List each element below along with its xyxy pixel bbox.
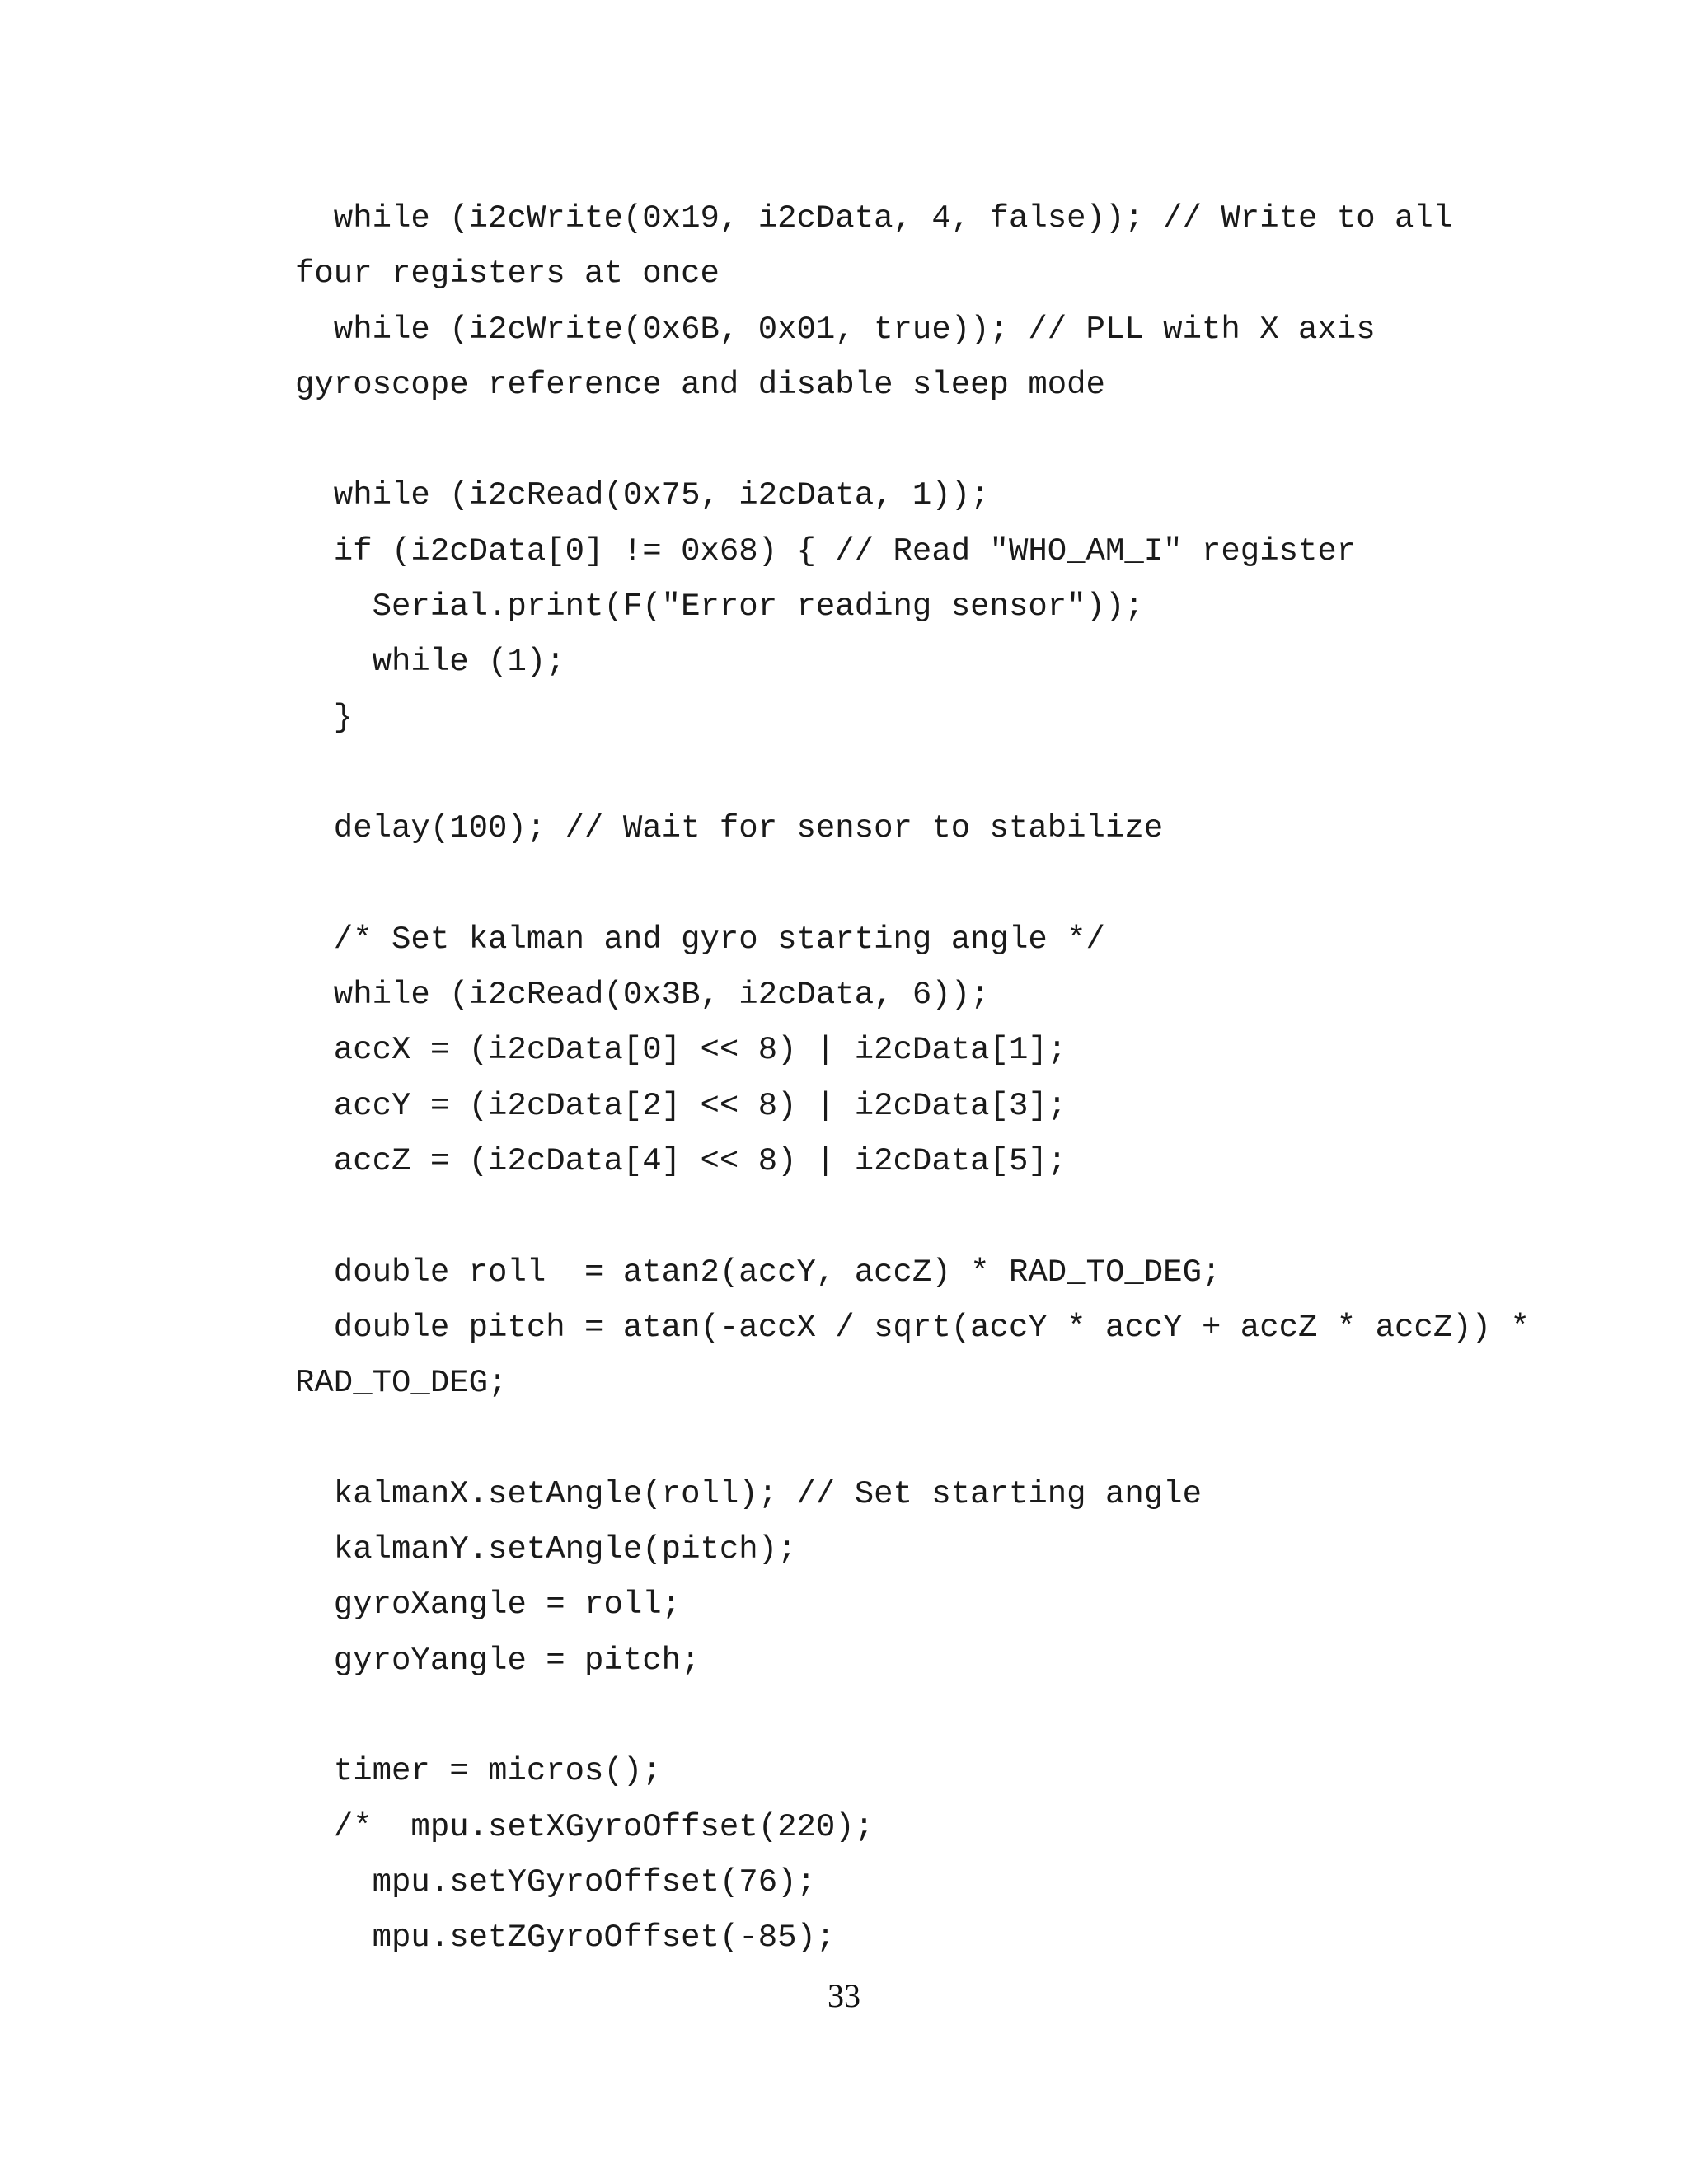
code-line: four registers at once xyxy=(295,255,720,293)
code-line: accX = (i2cData[0] << 8) | i2cData[1]; xyxy=(295,1032,1067,1069)
code-line: mpu.setZGyroOffset(-85); xyxy=(295,1919,836,1957)
code-line xyxy=(295,1689,1530,1744)
code-line: if (i2cData[0] != 0x68) { // Read "WHO_AM_I" register xyxy=(295,532,1357,569)
code-line: while (i2cWrite(0x6B, 0x01, true)); // PLL with X axis xyxy=(295,311,1376,348)
code-line: gyroYangle = pitch; xyxy=(295,1642,701,1679)
code-line: kalmanX.setAngle(roll); // Set starting angle xyxy=(295,1475,1202,1512)
code-line: /* mpu.setXGyroOffset(220); xyxy=(295,1808,874,1845)
code-line xyxy=(295,746,1530,801)
code-line: double roll = atan2(accY, accZ) * RAD_TO_DEG; xyxy=(295,1254,1221,1291)
code-line: } xyxy=(295,699,354,736)
code-line xyxy=(295,413,1530,468)
code-line xyxy=(295,1412,1530,1467)
code-line xyxy=(295,857,1530,912)
code-line: accY = (i2cData[2] << 8) | i2cData[3]; xyxy=(295,1087,1067,1124)
code-line: accZ = (i2cData[4] << 8) | i2cData[5]; xyxy=(295,1143,1067,1180)
code-line: Serial.print(F("Error reading sensor")); xyxy=(295,588,1144,626)
code-line: /* Set kalman and gyro starting angle */ xyxy=(295,921,1105,958)
code-line: RAD_TO_DEG; xyxy=(295,1365,508,1402)
code-line: gyroXangle = roll; xyxy=(295,1586,682,1624)
code-line: while (1); xyxy=(295,644,565,681)
code-line: while (i2cRead(0x75, i2cData, 1)); xyxy=(295,477,990,514)
code-line: double pitch = atan(-accX / sqrt(accY * accY + accZ * accZ)) * xyxy=(295,1309,1530,1346)
code-line xyxy=(295,1189,1530,1244)
code-line: gyroscope reference and disable sleep mode xyxy=(295,366,1105,403)
code-line: timer = micros(); xyxy=(295,1753,662,1790)
code-line: while (i2cRead(0x3B, i2cData, 6)); xyxy=(295,977,990,1014)
code-line: while (i2cWrite(0x19, i2cData, 4, false)); // Write to all xyxy=(295,200,1453,237)
code-line: kalmanY.setAngle(pitch); xyxy=(295,1531,797,1568)
code-line: mpu.setYGyroOffset(76); xyxy=(295,1863,816,1900)
code-listing xyxy=(295,191,1530,1966)
page-number: 33 xyxy=(828,1977,860,2014)
code-line: delay(100); // Wait for sensor to stabilize xyxy=(295,810,1164,847)
